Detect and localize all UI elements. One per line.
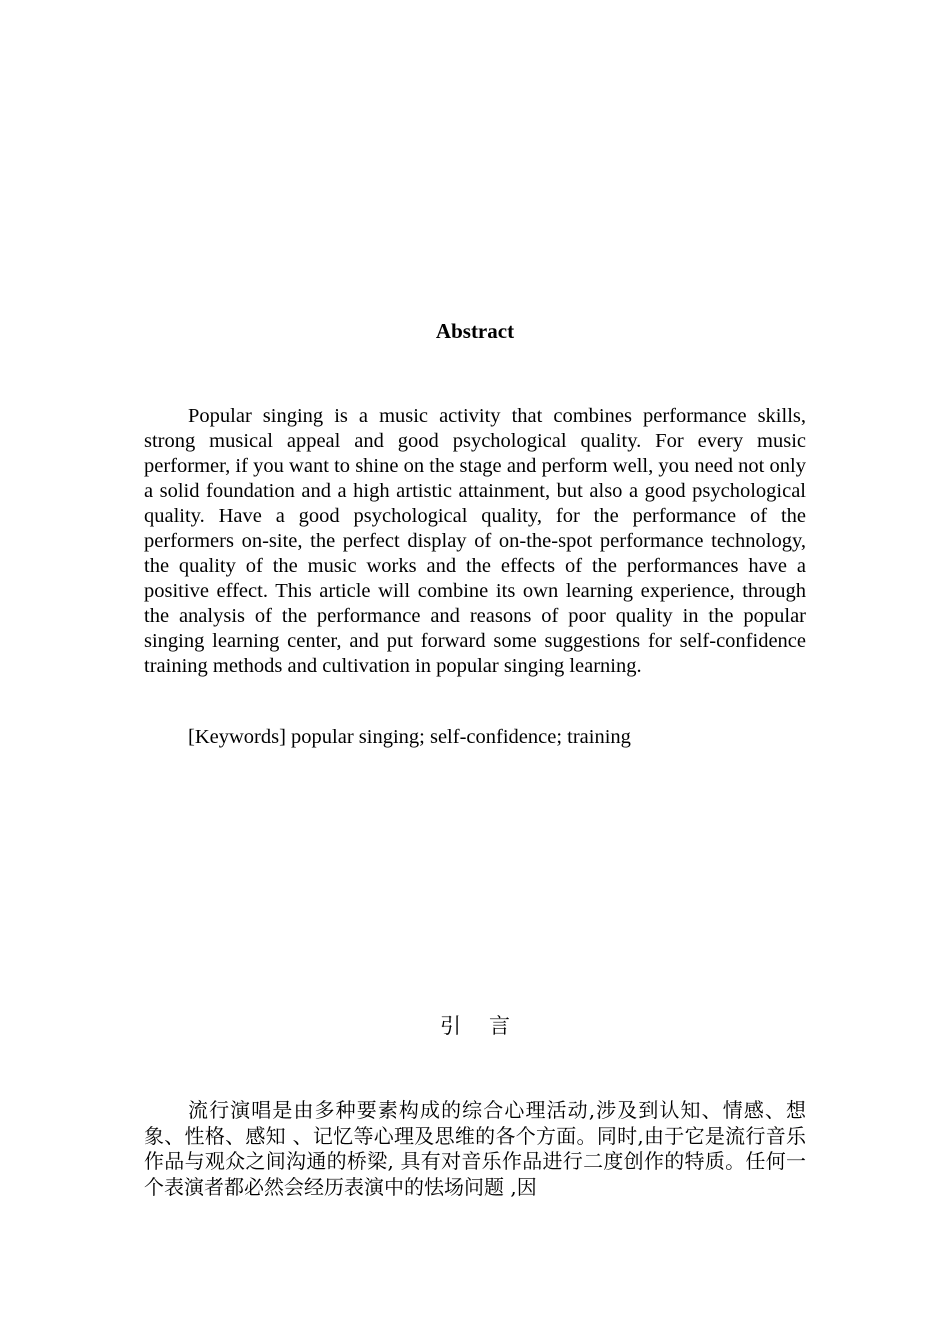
abstract-heading: Abstract <box>435 319 515 343</box>
keywords-line: [Keywords] popular singing; self-confidence; training <box>188 726 631 748</box>
introduction-paragraph: 流行演唱是由多种要素构成的综合心理活动,涉及到认知、情感、想象、性格、感知 、记忆等心理及思维的各个方面。同时,由于它是流行音乐作品与观众之间沟通的桥梁, 具有对音乐作品进行二度创作的特质。任何一个表演者都必然会经历表演中的怯场问题 ,因 <box>144 1098 806 1199</box>
introduction-heading: 引言 <box>440 1014 538 1038</box>
abstract-paragraph: Popular singing is a music activity that combines performance skills, strong musical appeal and good psychological quality. For every music performer, if you want to shine on the stage and perform well, you need not only a solid foundation and a high artistic attainment, but also a good psychological quality. Have a good psychological quality, for the performance of the performers on-site, the perfect display of on-the-spot performance technology, the quality of the music works and the effects of the performances have a positive effect. This article will combine its own learning experience, through the analysis of the performance and reasons of poor quality in the popular singing learning center, and put forward some suggestions for self-confidence training methods and cultivation in popular singing learning. <box>144 405 806 677</box>
